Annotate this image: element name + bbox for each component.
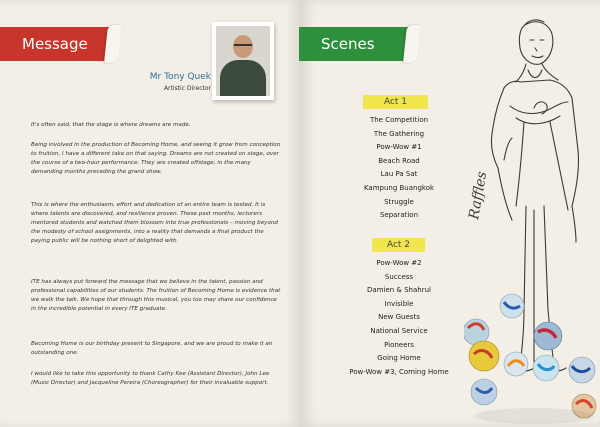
scene-item: Pioneers bbox=[384, 340, 414, 349]
message-page bbox=[0, 0, 299, 427]
statue-label: Raffles bbox=[466, 170, 491, 221]
message-banner bbox=[0, 27, 112, 61]
scene-item: Going Home bbox=[377, 354, 421, 363]
message-paragraph-4: ITE has always put forward the message that we believe in the talent, passion and professional capabilities of our students. The fruition of Becoming Home is evidence that we walk the talk. We hope that through this musical, you too may share our confidence in the incredible potential in every ITE graduate. bbox=[31, 279, 281, 312]
scene-item: Lau Pa Sat bbox=[380, 170, 418, 179]
message-paragraph-1: It's often said, that the stage is where dreams are made. bbox=[31, 122, 191, 128]
message-paragraph-5: Becoming Home is our birthday present to Singapore, and we are proud to make it an outstanding one. bbox=[31, 341, 273, 356]
scenes-page bbox=[299, 0, 600, 427]
scene-item: Struggle bbox=[384, 197, 414, 206]
scene-item: Invisible bbox=[384, 299, 414, 308]
message-banner-title: Message bbox=[22, 35, 88, 53]
scenes-banner bbox=[299, 27, 411, 61]
act-2-heading: Act 2 bbox=[372, 238, 425, 252]
torn-paper-edge bbox=[403, 25, 421, 63]
scene-item: Separation bbox=[379, 211, 419, 220]
scene-item: Pow-Wow #3, Coming Home bbox=[349, 367, 449, 376]
act-1-scene-list bbox=[329, 114, 469, 223]
director-name: Mr Tony Quek bbox=[149, 72, 211, 82]
marbles-decoration bbox=[464, 294, 596, 424]
scene-item: Kampung Buangkok bbox=[363, 183, 435, 192]
torn-paper-edge bbox=[104, 25, 122, 63]
raffles-statue-sketch bbox=[464, 10, 600, 427]
scene-item: New Guests bbox=[378, 313, 420, 322]
message-paragraph-6: I would like to take this opportunity to thank Cathy Kee (Assistant Director), John Lee (Music Director) and Jacqueline Pereira (Choreographer) for their invaluable support. bbox=[31, 371, 270, 386]
message-paragraph-2: Being involved in the production of Becoming Home, and seeing it grow from conception to fruition, I have a different take on that saying. Dreams are not created on stage, over the course of a two-hour performance. They are created offstage, in the many demanding months preceding the grand show. bbox=[31, 142, 281, 175]
scene-item: Beach Road bbox=[378, 156, 420, 165]
act-2-scene-list bbox=[329, 257, 469, 379]
scenes-banner-title: Scenes bbox=[321, 35, 375, 53]
scene-item: Pow-Wow #2 bbox=[376, 259, 422, 267]
scene-item: The Gathering bbox=[373, 129, 425, 138]
scene-item: Damien & Shahrul bbox=[367, 286, 431, 295]
scene-item: The Competition bbox=[369, 116, 429, 124]
scene-item: Success bbox=[384, 272, 414, 281]
scene-item: National Service bbox=[370, 326, 428, 335]
scene-item: Pow-Wow #1 bbox=[376, 143, 422, 152]
director-role: Artistic Director bbox=[163, 85, 211, 92]
act-1-heading: Act 1 bbox=[363, 95, 428, 109]
message-paragraph-3: This is where the enthusiasm, effort and dedication of an entire team is tested. It is where talents are discovered, and resilience proven. These past months, lecturers mentored students and watched them blossom into true professionals – moving beyond the modesty of school assignments, into a reality that demands a final product the paying public will be nothing short of delighted with. bbox=[31, 202, 278, 244]
director-photo bbox=[212, 22, 274, 100]
